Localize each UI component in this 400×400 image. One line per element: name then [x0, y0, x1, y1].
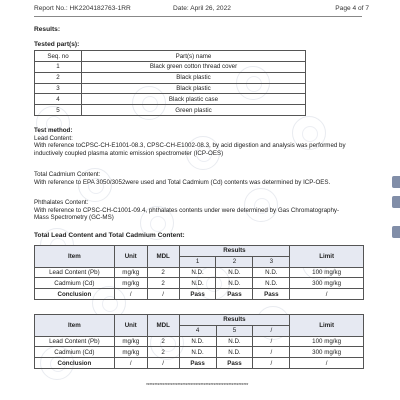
cadmium-method-text: With reference to EPA 3050/3052were used and Total Cadmium (Cd) contents was determined by ICP-OES.: [34, 178, 331, 186]
seq-cell: 4: [35, 94, 82, 105]
result-cell: Pass: [216, 358, 253, 369]
table-row: [35, 347, 364, 358]
results-table-2: [34, 314, 364, 369]
result-cell: N.D.: [216, 347, 253, 358]
lead-method-text: inductively coupled plasma atomic emission spectrometer (ICP-OES): [34, 149, 224, 157]
part-name-cell: Black plastic: [82, 83, 306, 94]
end-of-section-stars: **************************************************************: [145, 383, 249, 389]
side-tab[interactable]: [392, 226, 400, 238]
unit-cell: mg/kg: [114, 336, 147, 347]
result-cell: N.D.: [179, 278, 216, 289]
result-cell: Pass: [179, 289, 216, 300]
mdl-cell: 2: [147, 278, 179, 289]
mdl-cell: /: [147, 289, 179, 300]
result-cell: Pass: [179, 358, 216, 369]
limit-cell: 100 mg/kg: [290, 336, 364, 347]
sample-number: 5: [216, 325, 253, 336]
table-row: [35, 289, 364, 300]
col-unit-header: Unit: [114, 315, 147, 337]
col-limit-header: Limit: [290, 246, 364, 268]
report-number: Report No.: HK2204182763-1RR: [34, 5, 131, 12]
tested-parts-label: Tested part(s):: [34, 41, 80, 48]
table-row: [35, 358, 364, 369]
results-table-1: [34, 245, 364, 300]
mdl-cell: /: [147, 358, 179, 369]
side-tab[interactable]: [392, 176, 400, 188]
result-cell: /: [253, 358, 290, 369]
seq-cell: 5: [35, 105, 82, 116]
col-mdl-header: MDL: [147, 246, 179, 268]
mdl-cell: 2: [147, 336, 179, 347]
result-cell: N.D.: [216, 336, 253, 347]
col-unit-header: Unit: [114, 246, 147, 268]
result-cell: N.D.: [179, 336, 216, 347]
phthalates-method-text: Mass Spectrometry (GC-MS): [34, 214, 114, 222]
col-item-header: Item: [35, 246, 115, 268]
test-method-label: Test method:: [34, 127, 73, 134]
table-row: [35, 105, 306, 116]
col-limit-header: Limit: [290, 315, 364, 337]
results-label: Results:: [34, 26, 61, 33]
seq-cell: 1: [35, 62, 82, 73]
col-name-header: Part(s) name: [82, 51, 306, 62]
table-row: [35, 267, 364, 278]
item-cell: Cadmium (Cd): [35, 347, 115, 358]
side-tab[interactable]: [392, 196, 400, 208]
table-row: [35, 62, 306, 73]
phthalates-method-section: [34, 199, 364, 222]
conclusion-cell: Conclusion: [35, 289, 115, 300]
mdl-cell: 2: [147, 347, 179, 358]
test-method-section: [34, 127, 364, 157]
total-content-title: Total Lead Content and Total Cadmium Content:: [34, 232, 185, 239]
header-divider: [34, 16, 362, 17]
result-cell: Pass: [253, 289, 290, 300]
col-item-header: Item: [35, 315, 115, 337]
part-name-cell: Black green cotton thread cover: [82, 62, 306, 73]
table-header-row: [35, 315, 364, 326]
cadmium-method-title: Total Cadmium Content:: [34, 171, 101, 178]
lead-method-title: Lead Content:: [34, 134, 73, 142]
table-header-row: [35, 246, 364, 257]
phthalates-method-text: With reference to CPSC-CH-C1001-09.4, phthalates contents under were determined by Gas Chromatography-: [34, 206, 340, 214]
seq-cell: 3: [35, 83, 82, 94]
col-results-header: Results: [179, 246, 290, 257]
result-cell: N.D.: [179, 347, 216, 358]
table-header-row: [35, 51, 306, 62]
part-name-cell: Black plastic case: [82, 94, 306, 105]
sample-number: 2: [216, 256, 253, 267]
limit-cell: 100 mg/kg: [290, 267, 364, 278]
table-row: [35, 94, 306, 105]
limit-cell: /: [290, 289, 364, 300]
lead-method-text: With reference toCPSC-CH-E1001-08.3, CPSC-CH-E1002-08.3, by acid digestion and analysis was performed by: [34, 142, 346, 150]
limit-cell: /: [290, 358, 364, 369]
unit-cell: mg/kg: [114, 278, 147, 289]
mdl-cell: 2: [147, 267, 179, 278]
sample-number: 4: [179, 325, 216, 336]
limit-cell: 300 mg/kg: [290, 278, 364, 289]
cadmium-method-section: [34, 171, 364, 186]
result-cell: /: [253, 347, 290, 358]
result-cell: Pass: [216, 289, 253, 300]
col-results-header: Results: [179, 315, 290, 326]
unit-cell: mg/kg: [114, 347, 147, 358]
conclusion-cell: Conclusion: [35, 358, 115, 369]
item-cell: Lead Content (Pb): [35, 336, 115, 347]
unit-cell: /: [114, 289, 147, 300]
table-row: [35, 336, 364, 347]
sample-number: /: [253, 325, 290, 336]
table-row: [35, 72, 306, 83]
limit-cell: 300 mg/kg: [290, 347, 364, 358]
table-row: [35, 278, 364, 289]
table-row: [35, 83, 306, 94]
tested-parts-table: [34, 50, 306, 116]
result-cell: N.D.: [253, 278, 290, 289]
sample-number: 3: [253, 256, 290, 267]
result-cell: N.D.: [216, 278, 253, 289]
unit-cell: /: [114, 358, 147, 369]
result-cell: N.D.: [179, 267, 216, 278]
part-name-cell: Black plastic: [82, 72, 306, 83]
col-seq-header: Seq. no: [35, 51, 82, 62]
phthalates-method-title: Phthalates Content:: [34, 199, 89, 206]
seq-cell: 2: [35, 72, 82, 83]
col-mdl-header: MDL: [147, 315, 179, 337]
part-name-cell: Green plastic: [82, 105, 306, 116]
result-cell: N.D.: [216, 267, 253, 278]
sample-number: 1: [179, 256, 216, 267]
item-cell: Lead Content (Pb): [35, 267, 115, 278]
item-cell: Cadmium (Cd): [35, 278, 115, 289]
result-cell: N.D.: [253, 267, 290, 278]
unit-cell: mg/kg: [114, 267, 147, 278]
report-date: Date: April 26, 2022: [173, 5, 231, 12]
page-number: Page 4 of 7: [335, 5, 369, 12]
result-cell: /: [253, 336, 290, 347]
